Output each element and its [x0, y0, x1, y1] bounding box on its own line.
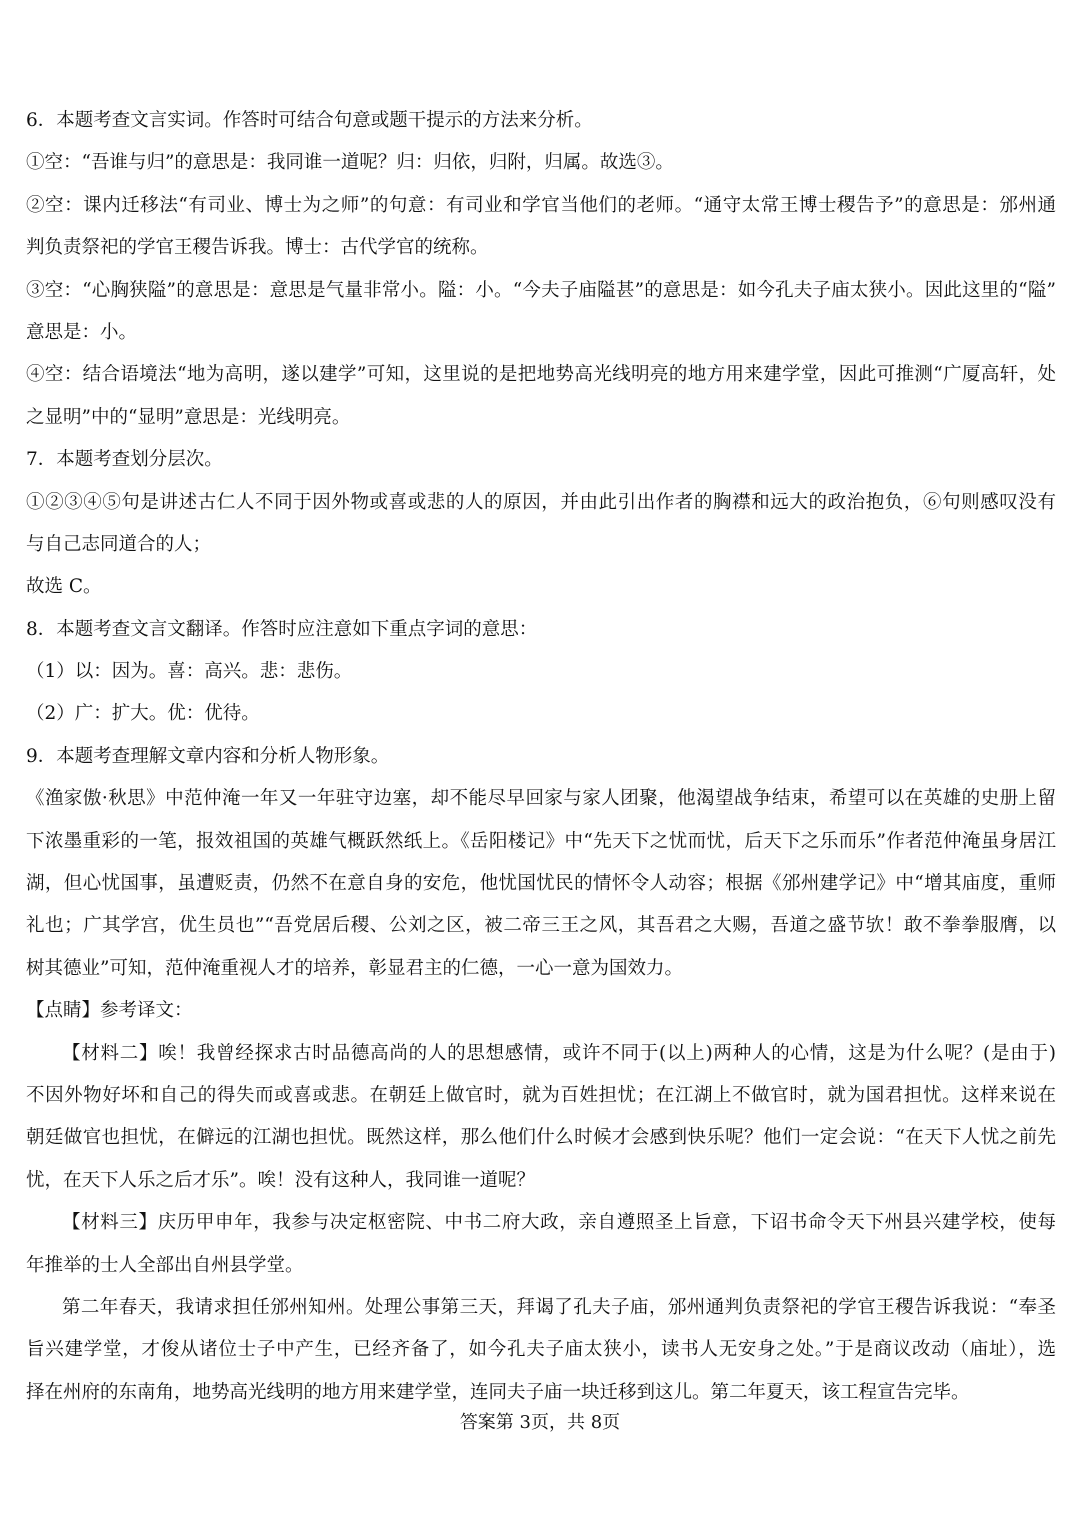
text-line: 《渔家傲·秋思》中范仲淹一年又一年驻守边塞，却不能尽早回家与家人团聚，他渴望战争结束，希望可以在英雄的史册上留	[26, 788, 1056, 810]
text-line: 忧，在天下人乐之后才乐”。唉！没有这种人，我同谁一道呢？	[26, 1169, 535, 1191]
document-body	[26, 100, 1056, 1414]
text-line: 年推举的士人全部出自州县学堂。	[26, 1254, 304, 1276]
text-line: 旨兴建学堂，才俊从诸位士子中产生，已经齐备了，如今孔夫子庙太狭小，读书人无安身之处。”于是商议改动（庙址），选	[26, 1339, 1056, 1361]
text-line: 【材料三】庆历甲申年，我参与决定枢密院、中书二府大政，亲自遵照圣上旨意，下诏书命令天下州县兴建学校，使每	[62, 1212, 1056, 1234]
text-line: 与自己志同道合的人；	[26, 533, 212, 555]
text-line: （2）广：扩大。优：优待。	[26, 703, 260, 725]
text-line: 湖，但心忧国事，虽遭贬责，仍然不在意自身的安危，他忧国忧民的情怀令人动容；根据《邠州建学记》中“增其庙度，重师	[26, 873, 1056, 895]
text-line: 择在州府的东南角，地势高光线明的地方用来建学堂，连同夫子庙一块迁移到这儿。第二年夏天，该工程宣告完毕。	[26, 1381, 970, 1403]
text-line: 故选 C。	[26, 576, 102, 598]
text-line: 6．本题考查文言实词。作答时可结合句意或题干提示的方法来分析。	[26, 110, 593, 131]
text-line: 7．本题考查划分层次。	[26, 449, 223, 471]
text-line: ③空：“心胸狭隘”的意思是：意思是气量非常小。隘：小。“今夫子庙隘甚”的意思是：如今孔夫子庙太狭小。因此这里的“隘”	[26, 279, 1056, 301]
text-line: 9．本题考查理解文章内容和分析人物形象。	[26, 745, 390, 767]
text-line: （1）以：因为。喜：高兴。悲：悲伤。	[26, 661, 353, 683]
text-line: 第二年春天，我请求担任邠州知州。处理公事第三天，拜谒了孔夫子庙，邠州通判负责祭祀的学官王稷告诉我说：“奉圣	[62, 1296, 1056, 1318]
text-line: 不因外物好坏和自己的得失而或喜或悲。在朝廷上做官时，就为百姓担忧；在江湖上不做官时，就为国君担忧。这样来说在	[26, 1084, 1056, 1106]
text-line: 【点睛】参考译文：	[26, 1000, 193, 1022]
text-line: ①②③④⑤句是讲述古仁人不同于因外物或喜或悲的人的原因，并由此引出作者的胸襟和远大的政治抱负，⑥句则感叹没有	[26, 491, 1056, 513]
page-footer: 答案第 3页，共 8页	[459, 1412, 621, 1433]
text-line: 判负责祭祀的学官王稷告诉我。博士：古代学官的统称。	[26, 237, 489, 259]
text-line: 树其德业”可知，范仲淹重视人才的培养，彰显君主的仁德，一心一意为国效力。	[26, 957, 683, 979]
text-line: 8．本题考查文言文翻译。作答时应注意如下重点字词的意思：	[26, 618, 538, 640]
text-line: 朝廷做官也担忧，在僻远的江湖也担忧。既然这样，那么他们什么时候才会感到快乐呢？他们一定会说：“在天下人忧之前先	[26, 1127, 1056, 1149]
text-line: ①空：“吾谁与归”的意思是：我同谁一道呢？归：归依，归附，归属。故选③。	[26, 152, 674, 174]
text-line: 下浓墨重彩的一笔，报效祖国的英雄气概跃然纸上。《岳阳楼记》中“先天下之忧而忧，后天下之乐而乐”作者范仲淹虽身居江	[26, 830, 1056, 852]
text-line: 之显明”中的“显明”意思是：光线明亮。	[26, 406, 351, 428]
text-line: ②空：课内迁移法“有司业、博士为之师”的句意：有司业和学官当他们的老师。“通守太常王博士稷告予”的意思是：邠州通	[26, 194, 1056, 216]
text-line: 礼也；广其学宫，优生员也”“吾党居后稷、公刘之区，被二帝三王之风，其吾君之大赐，吾道之盛节欤！敢不拳拳服膺，以	[26, 915, 1056, 937]
text-line: 意思是：小。	[26, 321, 138, 343]
text-line: 【材料二】唉！我曾经探求古时品德高尚的人的思想感情，或许不同于(以上)两种人的心情，这是为什么呢？(是由于)	[62, 1042, 1056, 1064]
text-line: ④空：结合语境法“地为高明，遂以建学”可知，这里说的是把地势高光线明亮的地方用来建学堂，因此可推测“广厦高轩，处	[26, 364, 1056, 386]
